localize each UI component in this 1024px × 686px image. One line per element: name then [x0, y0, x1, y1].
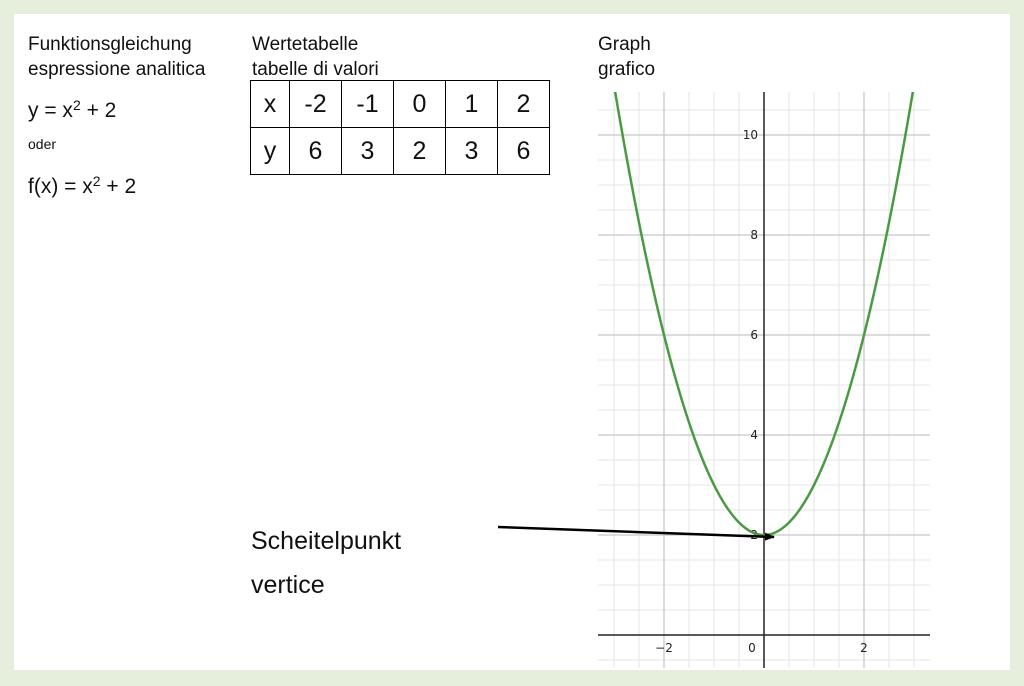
- table-cell-x: -2: [290, 81, 342, 128]
- y-tick-label: 8: [750, 228, 758, 242]
- equation-y-lhs: y = x: [28, 99, 73, 122]
- vertex-label-it: vertice: [251, 571, 325, 599]
- table-cell-y: 6: [498, 128, 550, 175]
- table-cell-x: 0: [394, 81, 446, 128]
- parabola-curve: [604, 14, 929, 535]
- x-tick-label: −2: [655, 641, 673, 655]
- table-cell-y: 6: [290, 128, 342, 175]
- equation-fx-rhs: + 2: [100, 175, 137, 198]
- vertex-label: Scheitelpunkt: [251, 527, 402, 555]
- table-header-it: tabelle di valori: [252, 59, 379, 80]
- table-cell-y: 2: [394, 128, 446, 175]
- graph-header: Graph: [598, 34, 651, 55]
- table-cell-y: 3: [342, 128, 394, 175]
- table-cell-y-label: y: [251, 128, 290, 175]
- table-cell-x: -1: [342, 81, 394, 128]
- equation-y-rhs: + 2: [80, 99, 117, 122]
- y-tick-label: 2: [750, 528, 758, 542]
- tick-labels: [655, 128, 868, 655]
- table-cell-y: 3: [446, 128, 498, 175]
- parabola-graph: [14, 14, 1010, 670]
- table-cell-x-label: x: [251, 81, 290, 128]
- equation-fx-lhs: f(x) = x: [28, 175, 93, 198]
- equation-fx-exponent: 2: [92, 173, 101, 189]
- y-tick-label: 6: [750, 328, 758, 342]
- worksheet: [14, 14, 1010, 670]
- y-tick-label: 4: [750, 428, 758, 442]
- table-cell-x: 2: [498, 81, 550, 128]
- function-header: Funktionsgleichung: [28, 34, 192, 55]
- y-tick-label: 10: [742, 128, 758, 142]
- equation-y-exponent: 2: [72, 97, 81, 113]
- x-tick-label: 2: [860, 641, 868, 655]
- oder-label: oder: [28, 136, 57, 152]
- table-header: Wertetabelle: [252, 34, 359, 55]
- x-tick-label: 0: [748, 641, 756, 655]
- graph-header-it: grafico: [598, 59, 656, 80]
- table-cell-x: 1: [446, 81, 498, 128]
- axes: [598, 92, 930, 668]
- function-header-it: espressione analitica: [28, 59, 206, 80]
